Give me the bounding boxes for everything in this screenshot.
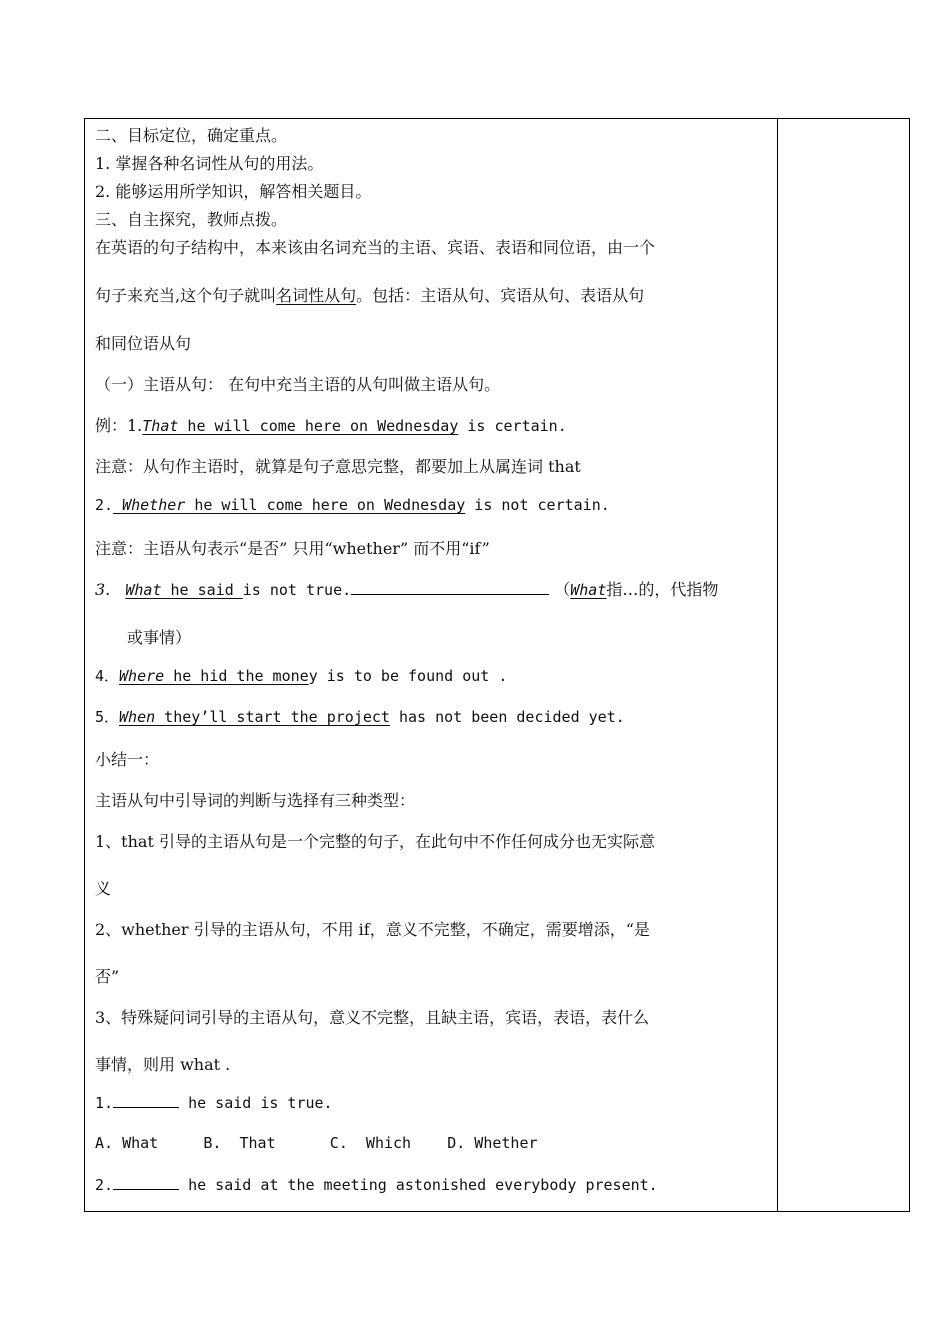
example-1	[95, 413, 567, 436]
keyword: That	[142, 417, 179, 435]
section-subject-clause: （一）主语从句： 在句中充当主语的从句叫做主语从句。	[95, 375, 501, 394]
answer-blank[interactable]	[113, 1093, 179, 1108]
answer-blank[interactable]	[351, 580, 549, 595]
question-1-options: A. What B. That C. Which D. Whether	[95, 1134, 538, 1152]
example-4	[95, 665, 507, 686]
summary-point-2: 2、whether 引导的主语从句，不用 if，意义不完整，不确定，需要增添，“是	[95, 920, 650, 939]
keyword: What	[125, 581, 162, 599]
answer-blank[interactable]	[113, 1175, 179, 1190]
sentence-rest: is certain.	[458, 417, 567, 435]
example-prefix: 2.	[95, 496, 114, 514]
clause: he hid the mone	[164, 667, 309, 685]
clause: they’ll start the project	[155, 708, 390, 726]
note-keyword: What	[570, 581, 607, 599]
keyword: Where	[119, 667, 165, 685]
intro-text: 句子来充当,这个句子就叫	[95, 286, 277, 305]
lesson-table	[84, 118, 910, 1212]
question-1	[95, 1093, 333, 1112]
example-prefix: 4．	[95, 667, 120, 685]
sentence-rest: y is to be found out .	[308, 667, 508, 685]
keyword: When	[119, 708, 156, 726]
heading-goals: 二、目标定位，确定重点。	[95, 126, 288, 145]
question-number: 1.	[95, 1094, 114, 1112]
question-text: he said is true.	[179, 1094, 333, 1112]
summary-point-3: 3、特殊疑问词引导的主语从句，意义不完整，且缺主语，宾语，表语，表什么	[95, 1008, 650, 1027]
note-open: （	[554, 580, 571, 599]
summary-point-2-cont: 否”	[95, 967, 120, 986]
clause: he will come here on Wednesday	[178, 417, 459, 435]
example-prefix: 例：1.	[95, 416, 143, 435]
example-2	[95, 495, 610, 514]
clause: he said	[161, 581, 243, 599]
sentence-rest: has not been decided yet.	[389, 708, 625, 726]
keyword: Whether	[113, 496, 186, 514]
note-1: 注意：从句作主语时，就算是句子意思完整，都要加上从属连词 that	[95, 457, 581, 476]
heading-explore: 三、自主探究，教师点拨。	[95, 210, 288, 229]
column-divider	[777, 119, 778, 1211]
example-prefix: 5．	[95, 708, 120, 726]
question-2	[95, 1175, 658, 1194]
summary-subtitle: 主语从句中引导词的判断与选择有三种类型：	[95, 791, 416, 810]
example-3	[95, 577, 718, 600]
note-2: 注意：主语从句表示“是否” 只用“whether” 而不用“if”	[95, 539, 490, 558]
intro-text-rest: 。包括：主语从句、宾语从句、表语从句	[356, 286, 645, 305]
clause: he will come here on Wednesday	[185, 496, 466, 514]
intro-line-1: 在英语的句子结构中，本来该由名词充当的主语、宾语、表语和同位语，由一个	[95, 238, 656, 257]
example-3-note-cont: 或事情）	[127, 628, 192, 647]
sentence-rest: is not certain.	[465, 496, 610, 514]
sentence-rest: is not true.	[242, 581, 352, 599]
question-number: 2.	[95, 1176, 114, 1194]
example-number: 3.	[95, 580, 111, 599]
example-5	[95, 706, 625, 727]
intro-line-2	[95, 283, 644, 306]
summary-point-1: 1、that 引导的主语从句是一个完整的句子，在此句中不作任何成分也无实际意	[95, 832, 655, 851]
intro-line-3: 和同位语从句	[95, 334, 192, 353]
goal-item-2: 2. 能够运用所学知识，解答相关题目。	[95, 182, 372, 201]
goal-item-1: 1. 掌握各种名词性从句的用法。	[95, 154, 324, 173]
note-text: 指…的，代指物	[606, 580, 719, 599]
summary-title: 小结一：	[95, 750, 160, 769]
summary-point-1-cont: 义	[95, 879, 112, 898]
summary-point-3-cont: 事情，则用 what .	[95, 1055, 231, 1074]
question-text: he said at the meeting astonished everybody present.	[179, 1176, 658, 1194]
term-noun-clause: 名词性从句	[276, 286, 357, 305]
